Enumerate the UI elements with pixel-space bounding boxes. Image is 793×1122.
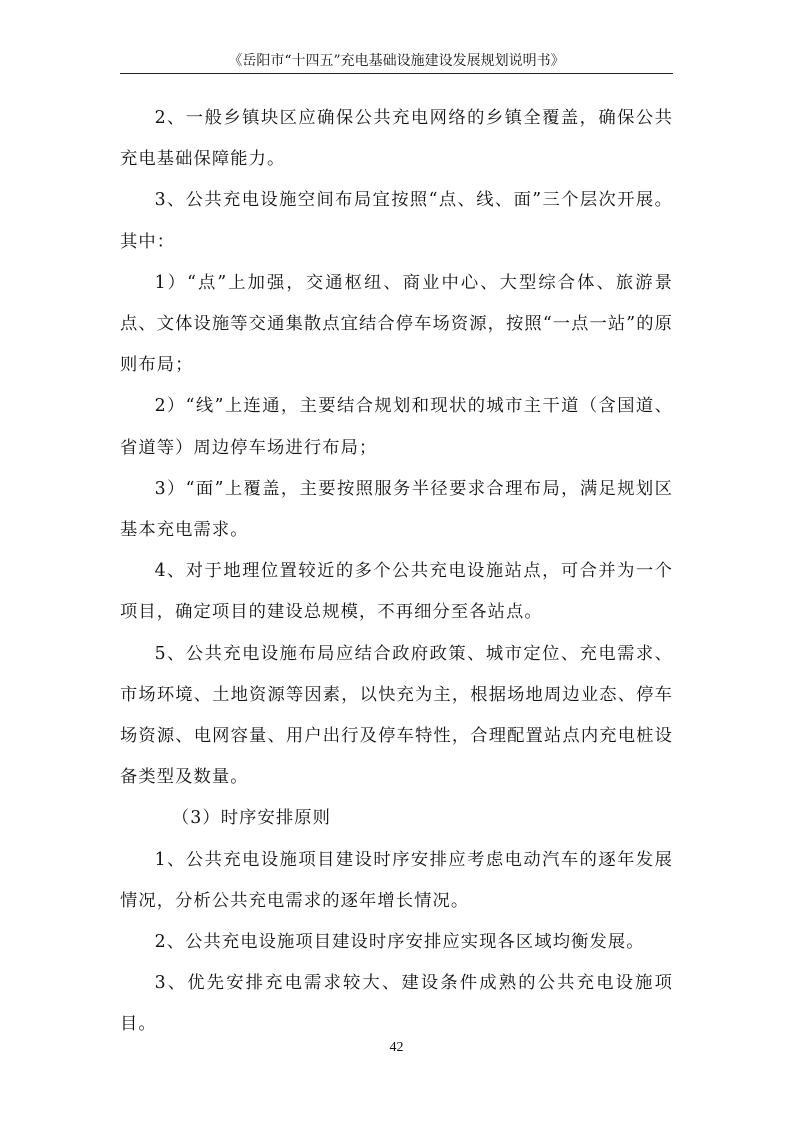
paragraph: 2、一般乡镇块区应确保公共充电网络的乡镇全覆盖，确保公共充电基础保障能力。	[120, 108, 673, 170]
header-divider	[120, 73, 673, 74]
paragraph: 2）“线”上连通，主要结合规划和现状的城市主干道（含国道、省道等）周边停车场进行布局；	[120, 396, 673, 458]
paragraph: 5、公共充电设施布局应结合政府政策、城市定位、充电需求、市场环境、土地资源等因素，以快充为主，根据场地周边业态、停车场资源、电网容量、用户出行及停车特性，合理配置站点内充电桩设备类型及数量。	[120, 643, 673, 788]
paragraph: 1）“点”上加强，交通枢纽、商业中心、大型综合体、旅游景点、文体设施等交通集散点宜结合停车场资源，按照“一点一站”的原则布局；	[120, 272, 673, 376]
page-header: 《岳阳市“十四五”充电基础设施建设发展规划说明书》	[228, 53, 565, 69]
document-body	[120, 98, 673, 1046]
paragraph: 4、对于地理位置较近的多个公共充电设施站点，可合并为一个项目，确定项目的建设总规模，不再细分至各站点。	[120, 561, 673, 623]
paragraph: 3）“面”上覆盖，主要按照服务半径要求合理布局，满足规划区基本充电需求。	[120, 478, 673, 541]
section-heading: （3）时序安排原则	[171, 808, 332, 829]
page-number: 42	[389, 1040, 404, 1055]
paragraph: 1、公共充电设施项目建设时序安排应考虑电动汽车的逐年发展情况，分析公共充电需求的逐年增长情况。	[120, 849, 673, 911]
paragraph: 2、公共充电设施项目建设时序安排应实现各区域均衡发展。	[154, 932, 645, 953]
paragraph: 3、公共充电设施空间布局宜按照“点、线、面”三个层次开展。其中：	[120, 190, 673, 252]
paragraph: 3、优先安排充电需求较大、建设条件成熟的公共充电设施项目。	[120, 973, 673, 1035]
